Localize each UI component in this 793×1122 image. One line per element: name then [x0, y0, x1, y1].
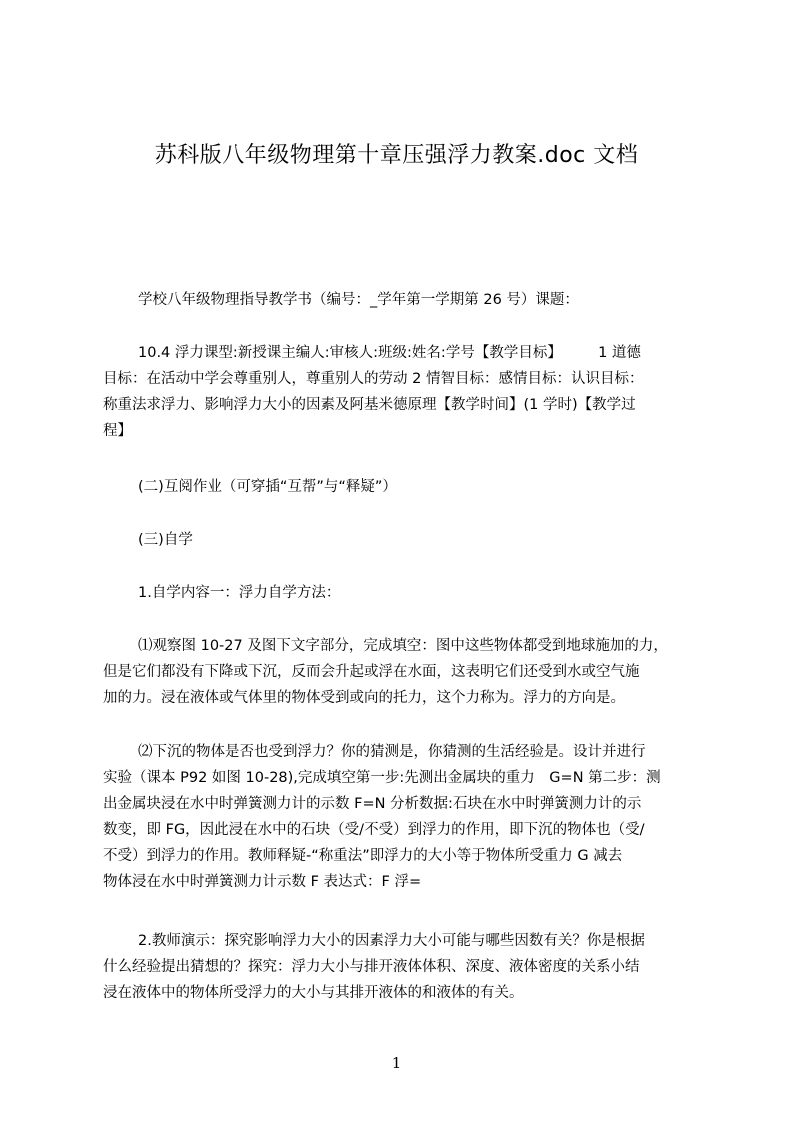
text-line: 出金属块浸在水中时弹簧测力计的示数 F=N 分析数据:石块在水中时弹簧测力计的示	[103, 796, 642, 812]
text-line: 2.教师演示：探究影响浮力大小的因素浮力大小可能与哪些因数有关？你是根据	[138, 933, 645, 949]
text-line: 物体浸在水中时弹簧测力计示数 F 表达式：F 浮=	[103, 874, 422, 890]
text-line: (二)互阅作业（可穿插“互帮”与“释疑”）	[138, 479, 397, 495]
text-line: 浸在液体中的物体所受浮力的大小与其排开液体的和液体的有关。	[103, 985, 524, 1001]
text-line: (三)自学	[138, 532, 193, 548]
paragraph-observation	[103, 633, 713, 711]
paragraph-self-study	[103, 527, 713, 553]
text-line: ⑴观察图 10-27 及图下文字部分，完成填空：图中这些物体都受到地球施加的力，	[138, 638, 668, 654]
text-line: 10.4 浮力课型:新授课主编人:审核人:班级:姓名:学号【教学目标】 1 道德	[138, 345, 641, 361]
paragraph-study-content	[103, 580, 713, 606]
text-line: 称重法求浮力、影响浮力大小的因素及阿基米德原理【教学时间】(1 学时)【教学过	[103, 397, 636, 413]
text-line: 加的力。浸在液体或气体里的物体受到或向的托力，这个力称为。浮力的方向是。	[103, 690, 625, 706]
paragraph-header	[103, 287, 713, 313]
paragraph-lesson-info	[103, 340, 713, 444]
text-line: 什么经验提出猜想的？探究：浮力大小与排开液体体积、深度、液体密度的关系小结	[103, 959, 640, 975]
text-line: ⑵下沉的物体是否也受到浮力？你的猜测是，你猜测的生活经验是。设计并进行	[138, 744, 646, 760]
text-line: 目标：在活动中学会尊重别人，尊重别人的劳动 2 情智目标：感情目标：认识目标：	[103, 371, 644, 387]
text-line: 学校八年级物理指导教学书（编号：_学年第一学期第 26 号）课题：	[138, 292, 579, 308]
text-line: 不受）到浮力的作用。教师释疑-“称重法”即浮力的大小等于物体所受重力 G 减去	[103, 848, 623, 864]
text-line: 数变，即 FG，因此浸在水中的石块（受/不受）到浮力的作用，即下沉的物体也（受/	[103, 822, 645, 838]
paragraph-peer-review	[103, 474, 713, 500]
text-line: 1.自学内容一：浮力自学方法：	[138, 585, 341, 601]
document-title: 苏科版八年级物理第十章压强浮力教案.doc 文档	[154, 143, 639, 168]
text-line: 实验（课本 P92 如图 10-28),完成填空第一步:先测出金属块的重力 G=N 第二步：测	[103, 770, 661, 786]
paragraph-teacher-demo	[103, 928, 713, 1006]
paragraph-sinking-objects	[103, 739, 713, 895]
page-number: 1	[391, 1054, 402, 1072]
text-line: 但是它们都没有下降或下沉，反而会升起或浮在水面，这表明它们还受到水或空气施	[103, 664, 640, 680]
text-line: 程】	[103, 423, 132, 439]
